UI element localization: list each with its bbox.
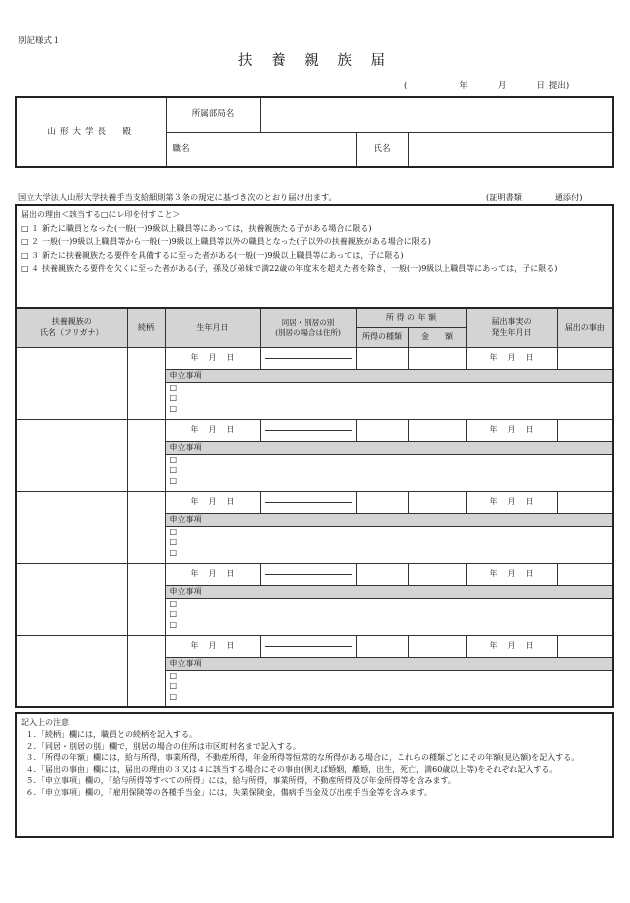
- reason-number: １: [31, 224, 39, 233]
- dependent-name-cell[interactable]: [16, 635, 127, 707]
- statement-checkbox[interactable]: □: [169, 526, 178, 536]
- note-item: [21, 741, 608, 753]
- statement-label: 申立事項: [165, 441, 613, 454]
- col-event-date: 届出事実の 発生年月日: [466, 308, 557, 347]
- col-reside: 同居・別居の別 (別居の場合は住所): [260, 308, 356, 347]
- birth-date-cell[interactable]: [165, 635, 260, 657]
- statement-checkbox[interactable]: □: [169, 537, 178, 546]
- note-number: ４.: [25, 764, 36, 774]
- reason-checkbox[interactable]: □: [21, 224, 29, 233]
- statement-checkbox[interactable]: □: [169, 619, 178, 629]
- job-label: 職名: [166, 132, 260, 167]
- note-number: ６.: [25, 787, 36, 797]
- reside-cell[interactable]: [260, 563, 356, 585]
- reasons-title: 届出の理由＜該当する□にレ印を付すこと＞: [21, 210, 181, 219]
- submission-date[interactable]: [404, 81, 569, 92]
- day-label: 日: [226, 569, 235, 578]
- applicant-header: [15, 96, 614, 168]
- day-label: 日: [226, 425, 235, 434]
- day-label: 日: [525, 497, 534, 506]
- year-label: 年: [489, 569, 498, 578]
- note-text: 「届出の事由」欄には，届出の理由の３又は４に該当する場合にその事由(例えば婚姻，離婚，出生，死亡，満60歳以上等)をそれぞれ記入する。: [37, 764, 558, 774]
- dependent-name-cell[interactable]: [16, 491, 127, 563]
- col-name: 扶養親族の 氏名（フリガナ）: [16, 308, 127, 347]
- day-label: 日: [525, 641, 534, 650]
- note-text: 「続柄」欄には，職員との続柄を記入する。: [37, 730, 197, 739]
- statement-checkboxes[interactable]: [165, 382, 613, 419]
- statement-checkboxes[interactable]: [165, 670, 613, 707]
- note-item: [21, 752, 608, 764]
- reside-cell[interactable]: [260, 347, 356, 369]
- birth-date-cell[interactable]: [165, 491, 260, 513]
- month-label: 月: [507, 641, 516, 650]
- date-day-label: 日: [536, 81, 545, 91]
- year-label: 年: [190, 425, 199, 434]
- reside-cell[interactable]: [260, 419, 356, 441]
- col-relation: 続柄: [127, 308, 165, 347]
- intro-text: [18, 192, 616, 202]
- form-number: 別記様式１: [18, 36, 61, 46]
- relation-cell[interactable]: [127, 491, 165, 563]
- birth-date-cell[interactable]: [165, 347, 260, 369]
- dependent-row: [16, 347, 613, 369]
- day-label: 日: [226, 353, 235, 362]
- year-label: 年: [190, 353, 199, 362]
- month-label: 月: [507, 425, 516, 434]
- reason-cell[interactable]: [557, 419, 613, 441]
- income-amount-cell[interactable]: [408, 563, 466, 585]
- statement-checkbox[interactable]: □: [169, 691, 178, 701]
- note-text: 「同居・別居の別」欄で，別居の場合の住所は市区町村名まで記入する。: [37, 741, 301, 751]
- income-type-cell[interactable]: [356, 635, 408, 657]
- month-label: 月: [208, 497, 217, 506]
- event-date-cell[interactable]: [466, 491, 557, 513]
- page-title: 扶 養 親 族 届: [238, 53, 392, 69]
- reason-cell[interactable]: [557, 635, 613, 657]
- dept-label: 所属部局名: [166, 97, 260, 132]
- relation-cell[interactable]: [127, 347, 165, 419]
- dependent-name-cell[interactable]: [16, 347, 127, 419]
- reason-item[interactable]: [21, 264, 608, 275]
- statement-checkbox[interactable]: □: [169, 547, 178, 557]
- reason-number: ４: [31, 263, 39, 273]
- relation-cell[interactable]: [127, 419, 165, 491]
- dept-field[interactable]: [260, 97, 613, 132]
- day-label: 日: [226, 641, 235, 650]
- notes-section: [15, 712, 614, 838]
- note-number: ２.: [25, 741, 36, 751]
- year-label: 年: [489, 353, 498, 362]
- note-item: [21, 775, 608, 787]
- month-label: 月: [208, 641, 217, 650]
- note-item: [21, 764, 608, 776]
- statement-checkbox[interactable]: □: [169, 475, 178, 485]
- col-income-amount: 金 額: [408, 327, 466, 347]
- note-number: １.: [25, 730, 36, 739]
- statement-label: 申立事項: [165, 585, 613, 598]
- col-income-type: 所得の種類: [356, 327, 408, 347]
- month-label: 月: [208, 425, 217, 434]
- income-amount-cell[interactable]: [408, 635, 466, 657]
- reason-item[interactable]: [21, 251, 608, 262]
- birth-date-cell[interactable]: [165, 563, 260, 585]
- reason-number: ２: [31, 237, 39, 247]
- date-submitted-label: 提出): [548, 81, 570, 91]
- birth-date-cell[interactable]: [165, 419, 260, 441]
- income-type-cell[interactable]: [356, 491, 408, 513]
- month-label: 月: [507, 353, 516, 362]
- reason-text: 新たに扶養親族たる要件を具備するに至った者がある(一般(一)9級以上職員等にあっては，子に限る): [42, 250, 404, 260]
- year-label: 年: [190, 569, 199, 578]
- col-income: 所 得 の 年 額: [356, 308, 466, 327]
- dependent-row: [16, 635, 613, 657]
- reason-cell[interactable]: [557, 563, 613, 585]
- day-label: 日: [525, 425, 534, 434]
- note-number: ３.: [25, 753, 36, 763]
- col-reason: 届出の事由: [557, 308, 613, 347]
- statement-checkbox[interactable]: □: [169, 403, 178, 413]
- note-text: 「所得の年額」欄には，給与所得，事業所得，不動産所得，年金所得等恒常的な所得がある場合に，これらの種類ごとにその年額(見込額)を記入する。: [37, 753, 580, 763]
- statement-label: 申立事項: [165, 513, 613, 526]
- income-amount-cell[interactable]: [408, 491, 466, 513]
- income-type-cell[interactable]: [356, 563, 408, 585]
- intro-statement: 国立大学法人山形大学扶養手当支給細則第３条の規定に基づき次のとおり届け出ます。: [18, 192, 337, 202]
- dependents-table: [15, 307, 614, 708]
- dependent-name-cell[interactable]: [16, 563, 127, 635]
- col-birth: 生年月日: [165, 308, 260, 347]
- reason-item[interactable]: [21, 224, 608, 235]
- year-label: 年: [190, 497, 199, 506]
- year-label: 年: [489, 497, 498, 506]
- event-date-cell[interactable]: [466, 419, 557, 441]
- statement-checkboxes[interactable]: [165, 454, 613, 491]
- year-label: 年: [489, 425, 498, 434]
- relation-cell[interactable]: [127, 563, 165, 635]
- reason-item[interactable]: [21, 237, 608, 248]
- reason-checkbox[interactable]: □: [21, 237, 29, 247]
- reason-cell[interactable]: [557, 347, 613, 369]
- statement-label: 申立事項: [165, 369, 613, 382]
- note-item: [21, 787, 608, 799]
- addressee: 山形大学長 殿: [16, 97, 166, 167]
- reason-text: 扶養親族たる要件を欠くに至った者がある(子，孫及び弟妹で満22歳の年度末を超えた者を除き，一般(一)9級以上職員等にあっては，子に限る): [42, 263, 558, 273]
- month-label: 月: [507, 569, 516, 578]
- day-label: 日: [525, 353, 534, 362]
- income-type-cell[interactable]: [356, 419, 408, 441]
- reasons-section: [15, 204, 614, 307]
- dependent-row: [16, 419, 613, 441]
- reason-text: 一般(一)9級以上職員等から一般(一)9級以上職員等以外の職員となった(子以外の扶養親族がある場合に限る): [42, 237, 431, 247]
- month-label: 月: [507, 497, 516, 506]
- statement-checkbox[interactable]: □: [169, 598, 178, 608]
- day-label: 日: [226, 497, 235, 506]
- year-label: 年: [190, 641, 199, 650]
- event-date-cell[interactable]: [466, 347, 557, 369]
- note-text: 「申立事項」欄の，「給与所得等すべての所得」には，給与所得，事業所得，不動産所得及び年金所得等を含みます。: [37, 776, 456, 786]
- reside-cell[interactable]: [260, 491, 356, 513]
- statement-checkbox[interactable]: □: [169, 609, 178, 618]
- note-item: [21, 729, 608, 741]
- day-label: 日: [525, 569, 534, 578]
- income-amount-cell[interactable]: [408, 419, 466, 441]
- reason-cell[interactable]: [557, 491, 613, 513]
- job-field[interactable]: [260, 132, 356, 167]
- income-amount-cell[interactable]: [408, 347, 466, 369]
- reside-cell[interactable]: [260, 635, 356, 657]
- date-month-label: 月: [497, 81, 507, 91]
- name-field[interactable]: [408, 132, 613, 167]
- reason-checkbox[interactable]: □: [21, 263, 29, 273]
- statement-checkbox[interactable]: □: [169, 382, 178, 392]
- notes-title: 記入上の注意: [21, 718, 69, 727]
- reason-number: ３: [31, 250, 39, 260]
- statement-checkboxes[interactable]: [165, 526, 613, 563]
- statement-checkbox[interactable]: □: [169, 454, 178, 464]
- date-year-label: 年: [459, 81, 468, 91]
- reason-text: 新たに職員となった(一般(一)9級以上職員等にあっては，扶養親族たる子がある場合に限る): [42, 224, 372, 233]
- date-open-paren: (: [404, 81, 408, 91]
- income-type-cell[interactable]: [356, 347, 408, 369]
- statement-checkbox[interactable]: □: [169, 670, 178, 680]
- name-label: 氏名: [356, 132, 408, 167]
- month-label: 月: [208, 353, 217, 362]
- event-date-cell[interactable]: [466, 563, 557, 585]
- proof-documents[interactable]: (証明書類 通添付): [486, 192, 583, 202]
- statement-checkbox[interactable]: □: [169, 393, 178, 402]
- statement-checkboxes[interactable]: [165, 598, 613, 635]
- year-label: 年: [489, 641, 498, 650]
- statement-checkbox[interactable]: □: [169, 681, 178, 690]
- reason-checkbox[interactable]: □: [21, 250, 29, 260]
- month-label: 月: [208, 569, 217, 578]
- statement-label: 申立事項: [165, 657, 613, 670]
- note-text: 「申立事項」欄の，「雇用保険等の各種手当金」には，失業保険金，傷病手当金及び出産手当金等を含みます。: [37, 787, 433, 797]
- dependent-row: [16, 563, 613, 585]
- event-date-cell[interactable]: [466, 635, 557, 657]
- dependent-row: [16, 491, 613, 513]
- note-number: ５.: [25, 776, 36, 786]
- statement-checkbox[interactable]: □: [169, 465, 178, 474]
- dependent-name-cell[interactable]: [16, 419, 127, 491]
- relation-cell[interactable]: [127, 635, 165, 707]
